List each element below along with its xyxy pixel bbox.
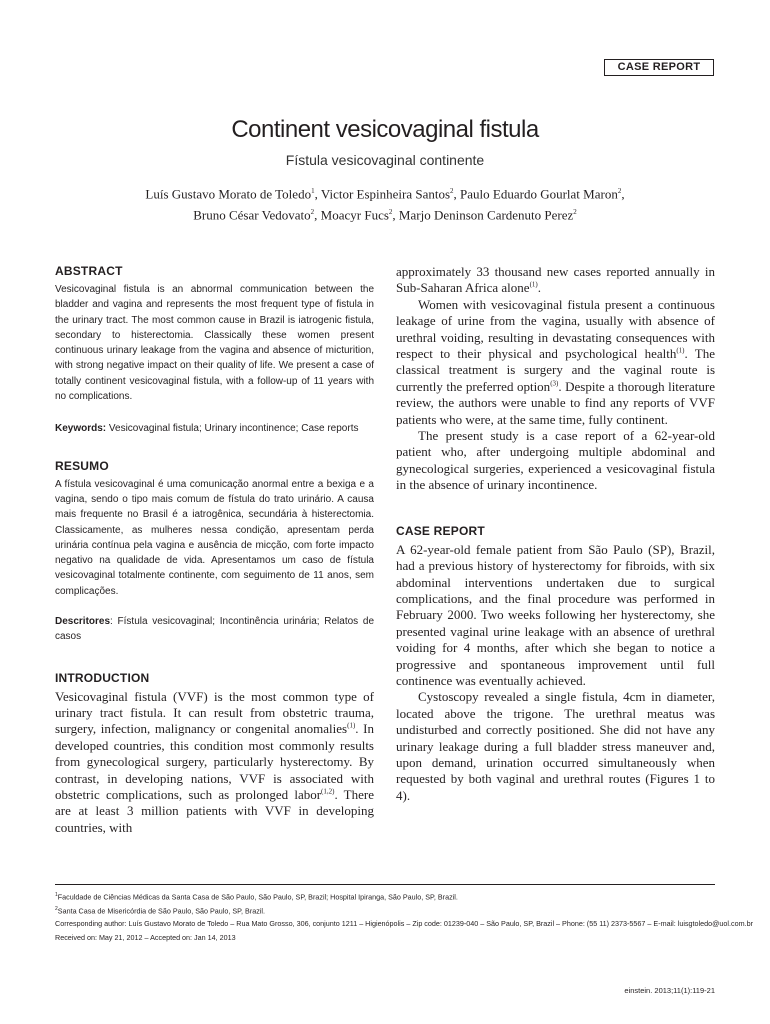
author-affiliation-mark: 2: [388, 208, 393, 217]
descritores-label: Descritores: [55, 616, 111, 628]
author-separator: ,: [392, 207, 399, 223]
intro-text: approximately 33 thousand new cases reported annually in Sub-Saharan Africa alone: [396, 264, 715, 296]
author-separator: ,: [621, 186, 625, 202]
abstract-text: Vesicovaginal fistula is an abnormal communication between the bladder and vagina and represents the most frequent type of fistula in the urinary tract. The most common cause in Brazil is iatrogenic fistula, secondary to histerectomia. Classically these women present continuous urinary leakage from the vagina and absence of micturition, with strong negative impact on their quality of life. We present a case of totally continent vesicovaginal fistula, with a follow-up of 11 years with no complications.: [55, 284, 374, 403]
journal-citation: einstein. 2013;11(1):119-21: [624, 986, 715, 995]
author-name: Victor Espinheira Santos: [320, 186, 451, 202]
citation: (3): [550, 379, 559, 388]
intro-text: . There are at least 3 million patients with VVF in developing countries, with: [55, 787, 374, 835]
citation: (1,2): [321, 787, 335, 796]
keywords-label: Keywords:: [55, 423, 107, 435]
left-column: [55, 264, 374, 836]
introduction-paragraph-1: [55, 689, 374, 837]
footnote-mark: 1: [55, 892, 58, 898]
corresponding-author: Corresponding author: Luís Gustavo Morato de Toledo – Rua Mato Grosso, 306, conjunto 1211 – Higienópolis – Zip code: 01239-040 – São Paulo, SP, Brazil – Phone: (55 11) 2373-5567 – E-mail: luisgtoledo@uol.com.br: [55, 919, 753, 928]
footnote-affiliation-2: [55, 904, 725, 916]
case-report-heading: CASE REPORT: [396, 523, 485, 538]
abstract-keywords: [55, 421, 374, 436]
author-name: Bruno César Vedovato: [193, 207, 311, 223]
introduction-heading: INTRODUCTION: [55, 670, 150, 685]
article-title: Continent vesicovaginal fistula: [231, 116, 539, 143]
case-report-paragraph-1: A 62-year-old female patient from São Paulo (SP), Brazil, had a previous history of hysterectomy for fibroids, with six abdominal interventions undertaken due to surgical complications, and the final procedure was performed in February 2000. Two weeks following her hysterectomy, she presented vaginal urine leakage with an absence of urethral voiding for 4 months, after which she began to notice a progressive and spontaneous improvement until full continence was eventually achieved.: [396, 541, 715, 688]
resumo-text: A fístula vesicovaginal é uma comunicação anormal entre a bexiga e a vagina, sendo o tipo mais comum de fístula do trato urinário. A causa mais frequente no Brasil é a iatrogênica, secundária à histerectomia. Classicamente, as mulheres nessa condição, apresentam perda urinária contínua pela vagina e ausência de micção, com forte impacto negativo na qualidade de vida. Apresentamos um caso de fístula vesicovaginal totalmente continente, com seguimento de 11 anos, sem complicações.: [55, 478, 374, 597]
keywords-value: Vesicovaginal fistula; Urinary incontinence; Case reports: [106, 423, 359, 435]
author-separator: ,: [314, 186, 321, 202]
resumo-heading: RESUMO: [55, 458, 109, 473]
descritores-value: : Fístula vesicovaginal; Incontinência urinária; Relatos de casos: [55, 616, 374, 643]
right-column: [396, 264, 715, 804]
intro-text: Women with vesicovaginal fistula present a continuous leakage of urine from the vagina, usually with absence of urethral voiding, resulting in devastating consequences with respect to their physical and psychological health: [396, 296, 715, 362]
introduction-paragraph-1-continued: [396, 264, 715, 297]
citation: (1): [529, 281, 538, 290]
intro-text: . In developed countries, this condition most commonly results from gynecological surgery, particularly hysterectomy. By contrast, in developing nations, VVF is associated with obstetric complications, such as prolonged labor: [55, 721, 374, 803]
author-affiliation-mark: 1: [311, 187, 315, 195]
author-list: [60, 182, 710, 225]
intro-text: . Despite a thorough literature review, the authors were unable to find any reports of VVF patients who were, at the same time, fully continent.: [396, 378, 715, 427]
intro-text: .: [537, 280, 541, 296]
author-separator: ,: [314, 207, 321, 223]
abstract-heading: ABSTRACT: [55, 264, 123, 278]
footnote-divider: [55, 884, 715, 885]
footnote-text: Faculdade de Ciências Médicas da Santa Casa de São Paulo, São Paulo, SP, Brazil; Hospital Ipiranga, São Paulo, SP, Brazil.: [57, 892, 458, 902]
introduction-paragraph-2: [396, 297, 715, 428]
section-tag: CASE REPORT: [604, 59, 714, 76]
citation: (1): [347, 722, 356, 731]
author-affiliation-mark: 2: [310, 208, 315, 217]
case-report-paragraph-2: Cystoscopy revealed a single fistula, 4cm in diameter, located above the trigone. The urethral meatus was undisturbed and correctly positioned. She did not have any urinary leakage during a full bladder stress maneuver and, upon demand, urination occurred simultaneously when requested by both vaginal and urethral routes (Figures 1 to 4).: [396, 689, 715, 803]
author-name: Luís Gustavo Morato de Toledo: [145, 186, 312, 202]
author-line-1: [60, 182, 710, 203]
author-separator: ,: [453, 186, 461, 202]
footnote-affiliation-1: [55, 890, 725, 902]
author-name: Marjo Deninson Cardenuto Perez: [398, 207, 574, 223]
intro-text: Vesicovaginal fistula (VVF) is the most common type of urinary tract fistula. It can result from obstetric trauma, surgery, infection, malignancy or congenital anomalies: [55, 688, 374, 737]
author-affiliation-mark: 2: [450, 187, 454, 195]
introduction-paragraph-3: The present study is a case report of a 62-year-old patient who, after undergoing multiple abdominal and gynecological surgeries, experienced a vesicovaginal fistula in the absence of urinary incontinence.: [396, 428, 715, 493]
citation: (1): [676, 346, 685, 355]
received-dates: Received on: May 21, 2012 – Accepted on: Jan 14, 2013: [55, 933, 236, 942]
author-affiliation-mark: 2: [617, 187, 622, 195]
author-name: Moacyr Fucs: [320, 207, 389, 223]
resumo-keywords: [55, 614, 374, 645]
author-affiliation-mark: 2: [573, 208, 577, 217]
footnote-text: Santa Casa de Misericórdia de São Paulo, São Paulo, SP, Brazil.: [57, 906, 266, 916]
author-line-2: [60, 203, 710, 224]
article-subtitle: Fístula vesicovaginal continente: [285, 152, 485, 168]
intro-text: . The classical treatment is surgery and the vaginal route is currently the preferred option: [396, 346, 715, 394]
footnote-mark: 2: [55, 906, 58, 912]
author-name: Paulo Eduardo Gourlat Maron: [460, 186, 618, 202]
